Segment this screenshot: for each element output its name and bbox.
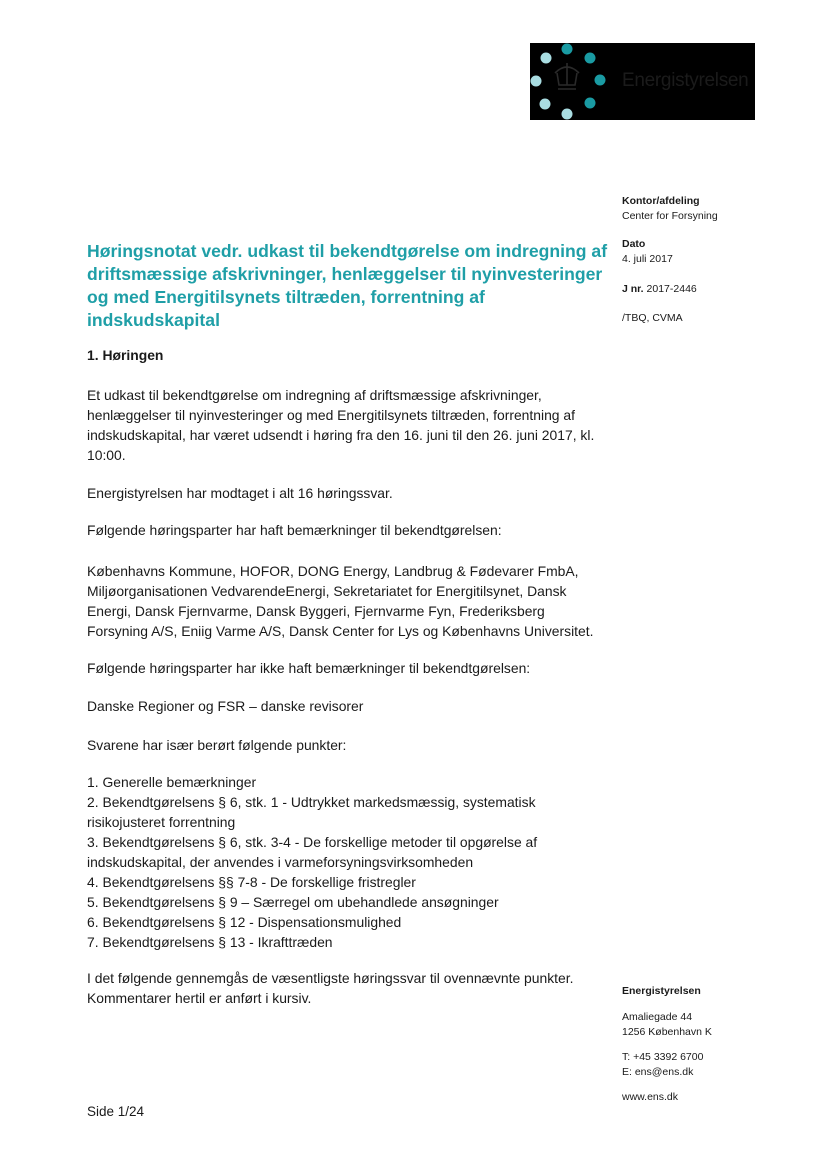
contact-email[interactable]: E: ens@ens.dk [622, 1066, 694, 1078]
section-heading: 1. Høringen [87, 347, 164, 363]
intro-paragraph: Et udkast til bekendtgørelse om indregning af driftsmæssige afskrivninger, henlæggelser til nyinvesteringer og med Energitilsynets tiltræden, forrentning af indskudskapital, har været udsendt i høring fra den 16. juni til den 26. juni 2017, kl. 10:00. [87, 387, 595, 463]
list-item: 6. Bekendtgørelsens § 12 - Dispensationsmulighed [87, 914, 402, 930]
with-remarks-intro: Følgende høringsparter har haft bemærkninger til bekendtgørelsen: [87, 522, 502, 538]
office-block [622, 194, 718, 224]
page-number: Side 1/24 [87, 1104, 145, 1119]
date-value: 4. juli 2017 [622, 253, 673, 265]
jnr-block [622, 282, 697, 297]
no-remarks-intro: Følgende høringsparter har ikke haft bemærkninger til bekendtgørelsen: [87, 660, 531, 676]
list-item: 1. Generelle bemærkninger [87, 774, 257, 790]
contact-address [622, 1010, 712, 1040]
contact-reach [622, 1050, 703, 1080]
list-item: 2. Bekendtgørelsens § 6, stk. 1 - Udtrykket markedsmæssig, systematisk risikojusteret forrentning [87, 794, 536, 830]
contact-name-text: Energistyrelsen [622, 985, 701, 997]
list-item: 5. Bekendtgørelsens § 9 – Særregel om ubehandlede ansøgninger [87, 894, 499, 910]
document-title: Høringsnotat vedr. udkast til bekendtgørelse om indregning af driftsmæssige afskrivninger, henlæggelser til nyinvesteringer og med Energitilsynets tiltræden, forrentning af indskudskapital [87, 241, 608, 330]
office-label: Kontor/afdeling [622, 195, 700, 207]
contact-city: 1256 København K [622, 1026, 712, 1038]
no-remarks-list: Danske Regioner og FSR – danske revisorer [87, 698, 364, 714]
list-item: 4. Bekendtgørelsens §§ 7-8 - De forskellige fristregler [87, 874, 416, 890]
contact-name [622, 984, 701, 999]
office-value: Center for Forsyning [622, 210, 718, 222]
energistyrelsen-logo [530, 43, 755, 120]
contact-phone: T: +45 3392 6700 [622, 1051, 704, 1063]
date-block [622, 237, 673, 267]
date-label: Dato [622, 238, 646, 250]
initials: /TBQ, CVMA [622, 312, 683, 324]
topics-list [87, 772, 607, 952]
list-item: 7. Bekendtgørelsens § 13 - Ikrafttræden [87, 934, 333, 950]
list-item: 3. Bekendtgørelsens § 6, stk. 3-4 - De forskellige metoder til opgørelse af indskudskapital, der anvendes i varmeforsyningsvirksomheden [87, 834, 538, 870]
received-paragraph: Energistyrelsen har modtaget i alt 16 høringssvar. [87, 485, 393, 501]
jnr-label: J nr. [622, 283, 644, 295]
logo-text: Energistyrelsen [622, 70, 749, 91]
closing-paragraph: I det følgende gennemgås de væsentligste høringssvar til ovennævnte punkter. Kommentarer hertil er anført i kursiv. [87, 970, 574, 1006]
jnr-value: 2017-2446 [646, 283, 697, 295]
with-remarks-list: Københavns Kommune, HOFOR, DONG Energy, Landbrug & Fødevarer FmbA, Miljøorganisationen VedvarendeEnergi, Sekretariatet for Energitilsynet, Dansk Energi, Dansk Fjernvarme, Dansk Byggeri, Fjernvarme Fyn, Frederiksberg Forsyning A/S, Eniig Varme A/S, Dansk Center for Lys og Københavns Universitet. [87, 563, 594, 639]
contact-web[interactable]: www.ens.dk [622, 1091, 679, 1103]
topics-intro: Svarene har især berørt følgende punkter: [87, 737, 347, 753]
contact-street: Amaliegade 44 [622, 1011, 693, 1023]
